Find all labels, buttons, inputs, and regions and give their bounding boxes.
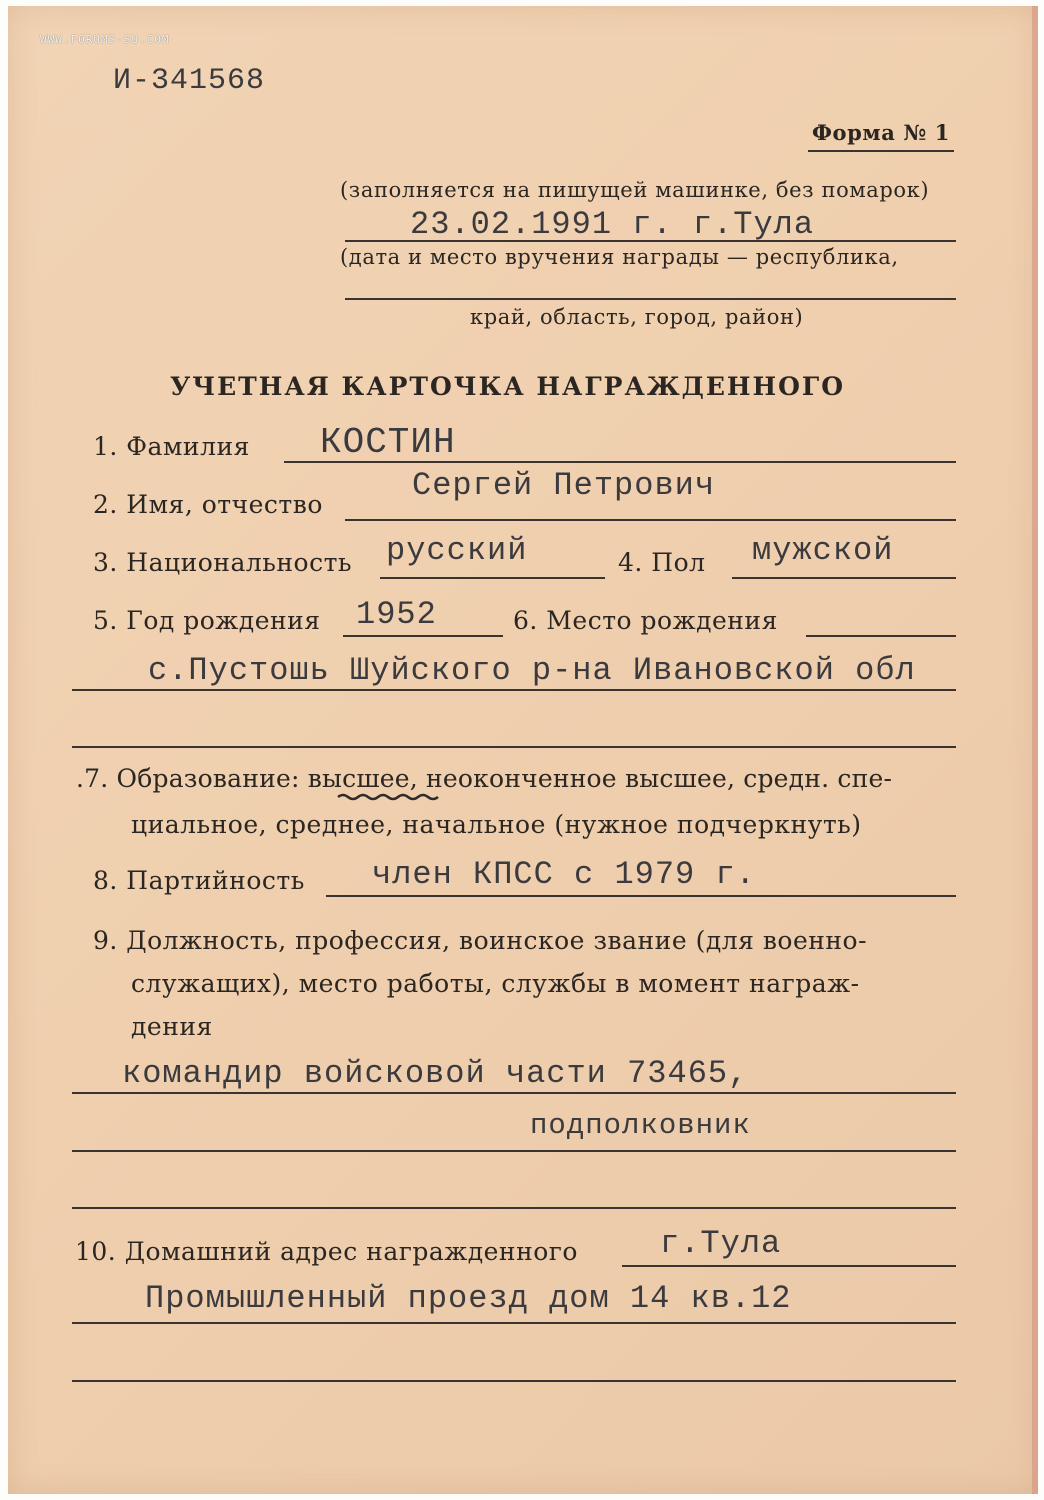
position-label-line-2: служащих), место работы, службы в момент награж- [131,969,860,998]
form-number-underline [808,150,954,152]
name-label: 2. Имя, отчество [93,490,323,519]
date-place-caption-1: (дата и место вручения награды — республика, [340,245,899,269]
sex-line [732,577,956,579]
date-place-caption-2: край, область, город, район) [470,305,804,329]
birth-place-value: с.Пустошь Шуйского р-на Ивановской обл [148,652,916,689]
education-selected-underline [336,792,446,802]
card-red-edge [1032,6,1038,1494]
award-date-place-value: 23.02.1991 г. г.Тула [410,206,815,243]
nationality-label: 3. Национальность [93,548,353,577]
surname-line [284,461,956,463]
party-value: член КПСС с 1979 г. [372,856,756,893]
form-number: Форма № 1 [812,120,950,145]
position-label-line-1: 9. Должность, профессия, воинское звание (для военно- [93,926,868,955]
sex-value: мужской [752,532,894,569]
party-line [326,895,956,897]
education-label-line-1: .7. Образование: высшее, неоконченное высшее, средн. спе- [76,764,893,793]
birth-year-value: 1952 [356,596,437,633]
watermark: WWW.FORUMS-SU.COM [40,33,170,46]
address-line-3 [72,1380,956,1382]
address-label: 10. Домашний адрес награжденного [75,1237,578,1266]
position-label-line-3: дения [131,1012,213,1041]
sex-label: 4. Пол [618,548,706,577]
position-line-3 [72,1207,956,1209]
position-value-line-2: подполковник [530,1109,751,1142]
nationality-value: русский [386,532,528,569]
birth-year-line [343,635,503,637]
birth-year-label: 5. Год рождения [93,606,321,635]
name-line [345,519,956,521]
position-value-line-1: командир войсковой части 73465, [122,1055,749,1092]
position-line-1 [72,1092,956,1094]
birth-place-line-3 [72,746,956,748]
name-value: Сергей Петрович [412,467,716,504]
address-line-2 [72,1322,956,1324]
birth-place-label: 6. Место рождения [513,606,778,635]
party-label: 8. Партийность [93,866,305,895]
birth-place-line-1 [806,635,956,637]
surname-label: 1. Фамилия [93,432,250,461]
address-value-line-2: Промышленный проезд дом 14 кв.12 [145,1280,792,1317]
surname-value: КОСТИН [320,422,456,463]
fill-instruction: (заполняется на пишущей машинке, без помарок) [340,178,930,202]
card-title: УЧЕТНАЯ КАРТОЧКА НАГРАЖДЕННОГО [170,372,845,401]
position-line-2 [72,1150,956,1152]
nationality-line [380,577,605,579]
award-date-line [345,240,956,242]
birth-place-line-2 [72,689,956,691]
education-label-line-2: циальное, среднее, начальное (нужное подчеркнуть) [131,810,862,839]
serial-number: И-341568 [113,64,266,98]
address-line-1 [622,1265,956,1267]
address-value-line-1: г.Тула [660,1225,782,1262]
award-place-line [345,298,956,300]
